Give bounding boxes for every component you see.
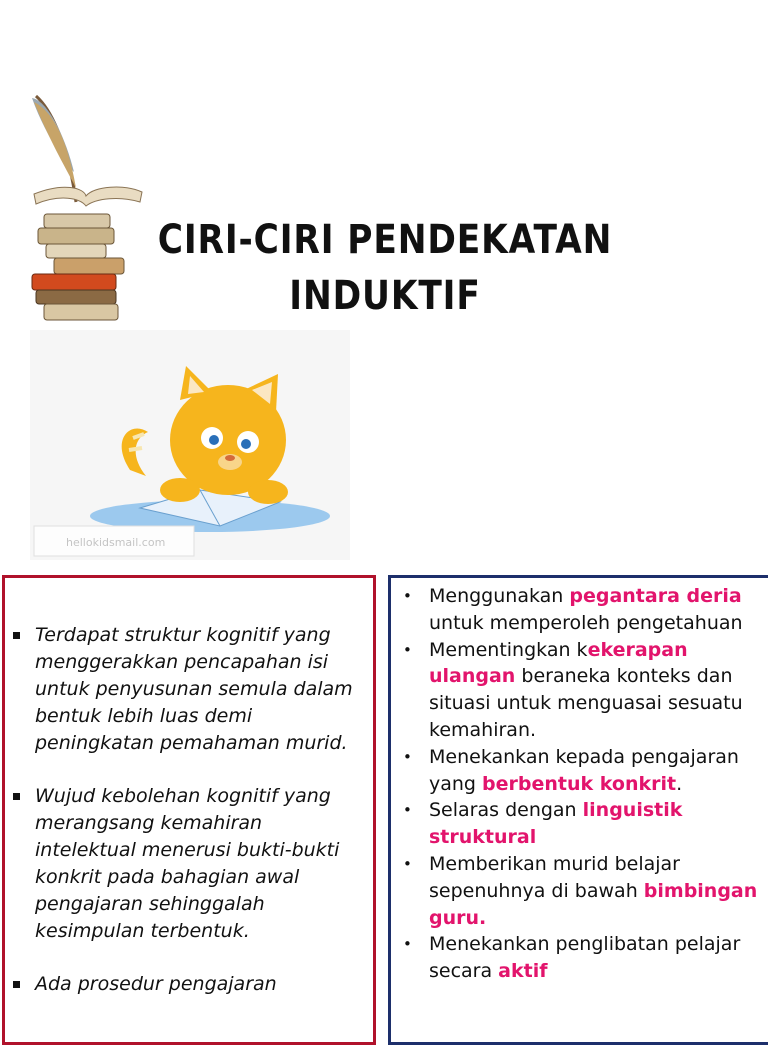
square-bullet-icon (13, 632, 20, 639)
list-item: Terdapat struktur kognitif yang menggerakkan pencapahan isi untuk penyusunan semula dalam bentuk lebih luas demi peningkatan pemahaman murid. (13, 622, 367, 757)
left-bullet-list (5, 578, 373, 998)
right-panel (388, 575, 768, 1045)
cat-reading-illustration (30, 330, 350, 560)
page-title (157, 212, 613, 324)
title-line-2: INDUKTIF (289, 273, 481, 319)
right-bullet-list (391, 578, 768, 985)
highlight-text: linguistik struktural (429, 799, 683, 849)
list-item: • Selaras dengan linguistik struktural (403, 799, 683, 849)
highlight-text: pegantara deria (569, 585, 742, 607)
list-item: • Menekankan kepada pengajaran yang berbentuk konkrit. (403, 745, 739, 795)
highlight-text: bimbingan guru. (429, 879, 758, 929)
list-item: Ada prosedur pengajaran (13, 971, 367, 998)
list-item: • Memberikan murid belajar sepenuhnya di bawah bimbingan guru. (403, 852, 758, 929)
bullet-dot-icon: • (403, 935, 412, 954)
left-panel (2, 575, 376, 1045)
bullet-dot-icon: • (403, 801, 412, 820)
list-item: • Mementingkan kekerapan ulangan beraneka konteks dan situasi untuk menguasai sesuatu kemahiran. (403, 638, 743, 741)
highlight-text: berbentuk konkrit (482, 772, 677, 795)
bullet-dot-icon: • (403, 640, 412, 659)
square-bullet-icon (13, 981, 20, 988)
books-quill-illustration (24, 92, 146, 324)
bullet-dot-icon: • (403, 854, 412, 873)
highlight-text: aktif (498, 960, 548, 983)
square-bullet-icon (13, 793, 20, 800)
highlight-text: ekerapan ulangan (429, 638, 688, 688)
list-item: • Menggunakan pegantara deria untuk memperoleh pengetahuan (403, 585, 743, 634)
bullet-dot-icon: • (403, 747, 412, 766)
watermark-text: hellokidsmail.com (66, 536, 166, 549)
title-line-1: CIRI-CIRI PENDEKATAN (157, 217, 613, 263)
list-item: • Menekankan penglibatan pelajar secara aktif (403, 933, 741, 983)
list-item: Wujud kebolehan kognitif yang merangsang kemahiran intelektual menerusi bukti-bukti konkrit pada bahagian awal pengajaran sehinggalah kesimpulan terbentuk. (13, 783, 367, 945)
bullet-dot-icon: • (403, 587, 412, 605)
